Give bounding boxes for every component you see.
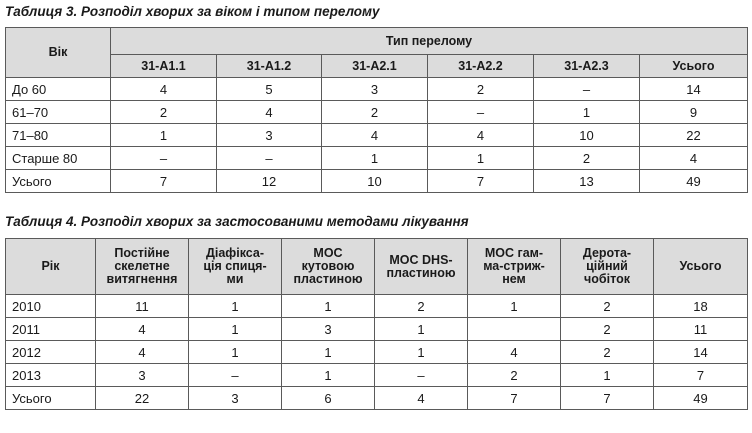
table-cell: 3: [189, 387, 282, 410]
table-cell: 11: [654, 318, 748, 341]
table-cell: 2: [428, 78, 534, 101]
column-header: [561, 239, 654, 295]
table-cell: [468, 318, 561, 341]
table-4: [5, 238, 748, 410]
table-cell: 2: [561, 318, 654, 341]
table-cell: 1: [189, 341, 282, 364]
row-label: Старше 80: [6, 147, 111, 170]
table-row: [6, 124, 748, 147]
row-label: 71–80: [6, 124, 111, 147]
table-cell: 22: [640, 124, 748, 147]
column-header-line: Діафікса-: [205, 246, 265, 260]
column-header-line: Постійне: [114, 246, 170, 260]
table-cell: 6: [282, 387, 375, 410]
table-cell: 1: [322, 147, 428, 170]
table-cell: 2: [561, 341, 654, 364]
table-cell: 2: [322, 101, 428, 124]
table-cell: 4: [96, 318, 189, 341]
column-header-line: МОС гам-: [484, 246, 544, 260]
year-header: Рік: [6, 239, 96, 295]
table-cell: 49: [640, 170, 748, 193]
table-cell: –: [217, 147, 322, 170]
row-label: 2011: [6, 318, 96, 341]
table-cell: 3: [217, 124, 322, 147]
table-cell: –: [111, 147, 217, 170]
table-cell: 13: [534, 170, 640, 193]
column-header: [282, 239, 375, 295]
table-cell: 7: [561, 387, 654, 410]
column-header-line: скелетне: [114, 259, 170, 273]
column-header-line: чобіток: [584, 272, 630, 286]
age-header: Вік: [6, 28, 111, 78]
table-cell: 1: [189, 295, 282, 318]
table-3: [5, 27, 748, 193]
table-cell: 2: [111, 101, 217, 124]
column-header-line: ція спиця-: [203, 259, 267, 273]
table-cell: 1: [189, 318, 282, 341]
table-cell: 1: [282, 364, 375, 387]
table-cell: 1: [282, 295, 375, 318]
table-cell: 1: [468, 295, 561, 318]
column-header-line: ми: [226, 272, 244, 286]
column-header: 31-A2.2: [428, 55, 534, 78]
table-row: [6, 318, 748, 341]
table-row: [6, 147, 748, 170]
table-cell: 18: [654, 295, 748, 318]
row-label: 2012: [6, 341, 96, 364]
column-header-line: МОС DHS-: [389, 252, 453, 267]
table-cell: 4: [640, 147, 748, 170]
column-header-line: кутовою: [301, 259, 355, 273]
table-cell: 3: [282, 318, 375, 341]
table-cell: 11: [96, 295, 189, 318]
table-cell: 4: [322, 124, 428, 147]
column-header-line: витягнення: [106, 272, 178, 286]
column-header: 31-A1.1: [111, 55, 217, 78]
table-cell: 7: [111, 170, 217, 193]
column-header-line: Усього: [679, 259, 722, 273]
table-cell: 7: [654, 364, 748, 387]
row-label: До 60: [6, 78, 111, 101]
table-cell: 1: [561, 364, 654, 387]
table-cell: 1: [428, 147, 534, 170]
row-label: 61–70: [6, 101, 111, 124]
column-header: Усього: [640, 55, 748, 78]
table-cell: 4: [468, 341, 561, 364]
table-cell: –: [375, 364, 468, 387]
table-cell: 4: [375, 387, 468, 410]
column-header: [189, 239, 282, 295]
table-cell: 14: [654, 341, 748, 364]
table-row: [6, 341, 748, 364]
row-label: Усього: [6, 387, 96, 410]
column-header: [375, 239, 468, 295]
table-cell: 12: [217, 170, 322, 193]
column-header-line: МОС: [313, 246, 343, 260]
table-cell: 1: [375, 341, 468, 364]
table-cell: 5: [217, 78, 322, 101]
table-cell: –: [534, 78, 640, 101]
table-cell: 2: [468, 364, 561, 387]
table-cell: 22: [96, 387, 189, 410]
table-cell: 1: [282, 341, 375, 364]
table-cell: 9: [640, 101, 748, 124]
table-cell: 7: [428, 170, 534, 193]
column-header-line: пластиною: [386, 265, 456, 280]
table-4-caption: Таблиця 4. Розподіл хворих за застосованими методами лікування: [5, 214, 469, 229]
table-row: [6, 364, 748, 387]
column-header: 31-A2.1: [322, 55, 428, 78]
table-cell: 3: [322, 78, 428, 101]
fracture-type-header: Тип перелому: [111, 28, 748, 55]
table-cell: 4: [428, 124, 534, 147]
table-3-caption: Таблиця 3. Розподіл хворих за віком і типом перелому: [5, 4, 380, 19]
table-cell: 1: [534, 101, 640, 124]
table-cell: 10: [534, 124, 640, 147]
row-label: Усього: [6, 170, 111, 193]
table-row: [6, 101, 748, 124]
row-label: 2010: [6, 295, 96, 318]
table-row: [6, 170, 748, 193]
table-cell: 3: [96, 364, 189, 387]
table-cell: –: [428, 101, 534, 124]
column-header-line: ційний: [586, 259, 628, 273]
table-row: [6, 295, 748, 318]
table-cell: 7: [468, 387, 561, 410]
column-header-line: ма-стриж-: [483, 259, 545, 273]
table-cell: –: [189, 364, 282, 387]
table-cell: 49: [654, 387, 748, 410]
table-cell: 14: [640, 78, 748, 101]
table-cell: 4: [217, 101, 322, 124]
column-header-line: нем: [502, 272, 526, 286]
column-header-line: Дерота-: [582, 246, 632, 260]
table-cell: 2: [375, 295, 468, 318]
column-header: [96, 239, 189, 295]
table-row: [6, 387, 748, 410]
column-header-line: пластиною: [293, 272, 363, 286]
table-cell: 4: [96, 341, 189, 364]
row-label: 2013: [6, 364, 96, 387]
table-cell: 1: [375, 318, 468, 341]
table-cell: 1: [111, 124, 217, 147]
table-row: [6, 78, 748, 101]
table-cell: 2: [561, 295, 654, 318]
table-cell: 4: [111, 78, 217, 101]
table-cell: 10: [322, 170, 428, 193]
column-header: [654, 239, 748, 295]
column-header: 31-A1.2: [217, 55, 322, 78]
column-header: [468, 239, 561, 295]
column-header: 31-A2.3: [534, 55, 640, 78]
table-cell: 2: [534, 147, 640, 170]
